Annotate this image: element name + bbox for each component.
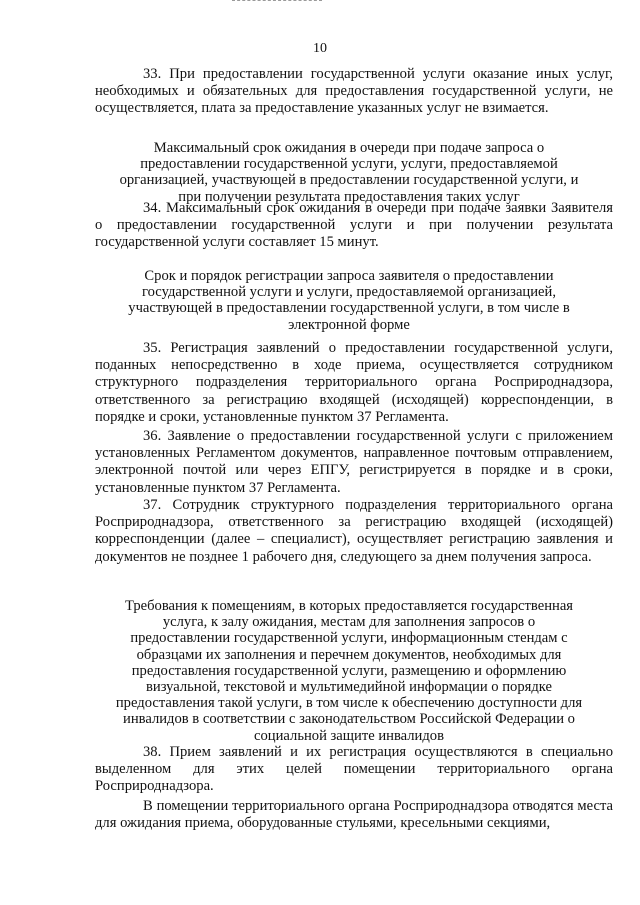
paragraph-35: 35. Регистрация заявлений о предоставлении государственной услуги, поданных непосредственно в ходе приема, осуществляется сотрудником структурного подразделения территориального органа Росприроднадзора, ответственного за регистрацию входящей (исходящей) корреспонденции, в порядке и сроки, установленные пунктом 37 Регламента.: [95, 340, 613, 425]
paragraph-34: 34. Максимальный срок ожидания в очереди при подаче заявки Заявителя о предоставлении государственной услуги и при получении результата государственной услуги составляет 15 минут.: [95, 200, 613, 251]
section-heading-premises: Требования к помещениям, в которых предоставляется государственная услуга, к залу ожидания, местам для заполнения запросов о предоставлении государственной услуги, информационным стендам с образцами их заполнения и перечнем документов, необходимых для предоставления государственной услуги, размещению и оформлению визуальной, текстовой и мультимедийной информации о порядке предоставления такой услуги, в том числе к обеспечению доступности для инвалидов в соответствии с законодательством Российской Федерации о социальной защите инвалидов: [115, 598, 583, 744]
page-top-edge: [232, 0, 322, 3]
section-heading-waiting-time: Максимальный срок ожидания в очереди при подаче запроса о предоставлении государственной услуги, услуги, предоставляемой организацией, участвующей в предоставлении государственной услуги, и при получении результата предоставления таких услуг: [119, 140, 579, 205]
paragraph-38-continued: В помещении территориального органа Росприроднадзора отводятся места для ожидания приема, оборудованные стульями, кресельными секциями,: [95, 798, 613, 832]
paragraph-36: 36. Заявление о предоставлении государственной услуги с приложением установленных Регламентом документов, направленное почтовым отправлением, электронной почтой или через ЕПГУ, регистрируется в порядке и в сроки, установленные пунктом 37 Регламента.: [95, 428, 613, 496]
paragraph-37: 37. Сотрудник структурного подразделения территориального органа Росприроднадзора, ответственного за регистрацию входящей (исходящей) корреспонденции (далее – специалист), осуществляет регистрацию заявления и документов не позднее 1 рабочего дня, следующего за днем получения запроса.: [95, 497, 613, 565]
paragraph-33: 33. При предоставлении государственной услуги оказание иных услуг, необходимых и обязательных для предоставления государственной услуги, не осуществляется, плата за предоставление указанных услуг не взимается.: [95, 66, 613, 117]
page-number: 10: [313, 41, 327, 56]
paragraph-38: 38. Прием заявлений и их регистрация осуществляются в специально выделенном для этих целей помещении территориального органа Росприроднадзора.: [95, 744, 613, 795]
section-heading-registration: Срок и порядок регистрации запроса заявителя о предоставлении государственной услуги и услуги, предоставляемой организацией, участвующей в предоставлении государственной услуги, в том числе в электронной форме: [128, 268, 570, 333]
